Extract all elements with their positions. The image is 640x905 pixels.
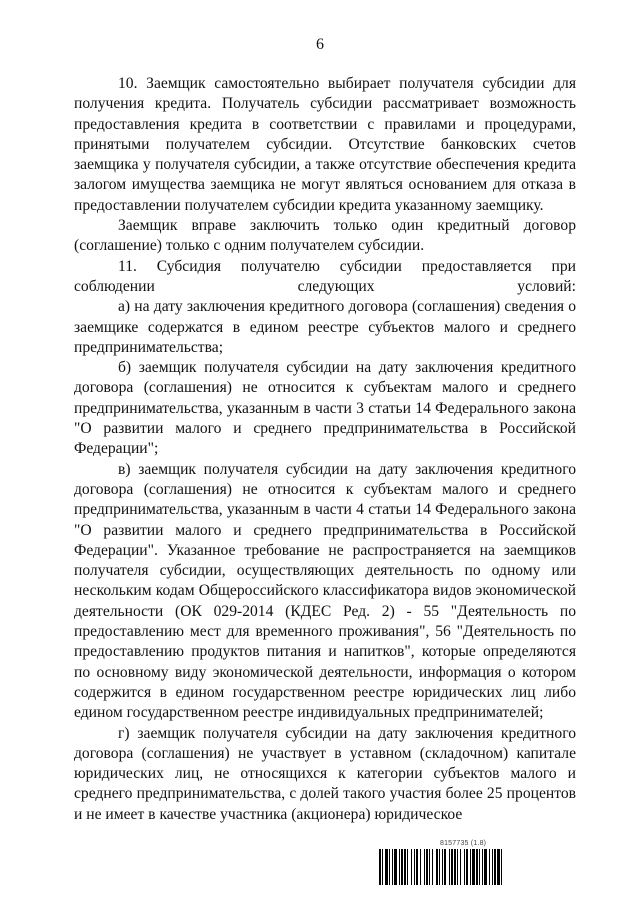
barcode-caption: 8157735 (1.8) xyxy=(440,840,487,847)
page-number: 6 xyxy=(316,36,324,53)
barcode-image xyxy=(378,849,584,885)
document-barcode xyxy=(378,840,584,890)
paragraph-11-a: а) на дату заключения кредитного договора (соглашения) сведения о заемщике содержатся в едином реестре субъектов малого и среднего предпринимательства; xyxy=(74,298,576,356)
paragraph-11-b: б) заемщик получателя субсидии на дату заключения кредитного договора (соглашения) не относится к субъектам малого и среднего предпринимательства, указанным в части 3 статьи 14 Федерального закона "О развитии малого и среднего предпринимательства в Российской Федерации"; xyxy=(74,359,576,458)
paragraph-11-v: в) заемщик получателя субсидии на дату заключения кредитного договора (соглашения) не относится к субъектам малого и среднего предпринимательства, указанным в части 4 статьи 14 Федерального закона "О развитии малого и среднего предпринимательства в Российской Федерации". Указанное требование не распространяется на заемщиков получателя субсидии, осуществляющих деятельность по одному или нескольким кодам Общероссийского классификатора видов экономической деятельности (ОК 029-2014 (КДЕС Ред. 2) - 55 "Деятельность по предоставлению мест для временного проживания", 56 "Деятельность по предоставлению продуктов питания и напитков", которые определяются по основному виду экономической деятельности, информация о котором содержится в едином государственном реестре юридических лиц либо едином государственном реестре индивидуальных предпринимателей; xyxy=(74,460,576,722)
paragraph-single-contract: Заемщик вправе заключить только один кредитный договор (соглашение) только с одним получателем субсидии. xyxy=(74,217,576,255)
paragraph-10: 10. Заемщик самостоятельно выбирает получателя субсидии для получения кредита. Получатель субсидии рассматривает возможность предоставления кредита в соответствии с правилами и процедурами, принятыми получателем субсидии. Отсутствие банковских счетов заемщика у получателя субсидии, а также отсутствие обеспечения кредита залогом имущества заемщика не могут являться основанием для отказа в предоставлении получателем субсидии кредита указанному заемщику. xyxy=(74,75,576,214)
paragraph-11-intro: 11. Субсидия получателю субсидии предоставляется при соблюдении следующих условий: xyxy=(74,257,576,295)
document-body xyxy=(74,74,576,825)
paragraph-11-g: г) заемщик получателя субсидии на дату заключения кредитного договора (соглашения) не участвует в уставном (складочном) капитале юридических лиц, не относящихся к категории субъектов малого и среднего предпринимательства, с долей такого участия более 25 процентов и не имеет в качестве участника (акционера) юридическое xyxy=(74,724,576,823)
